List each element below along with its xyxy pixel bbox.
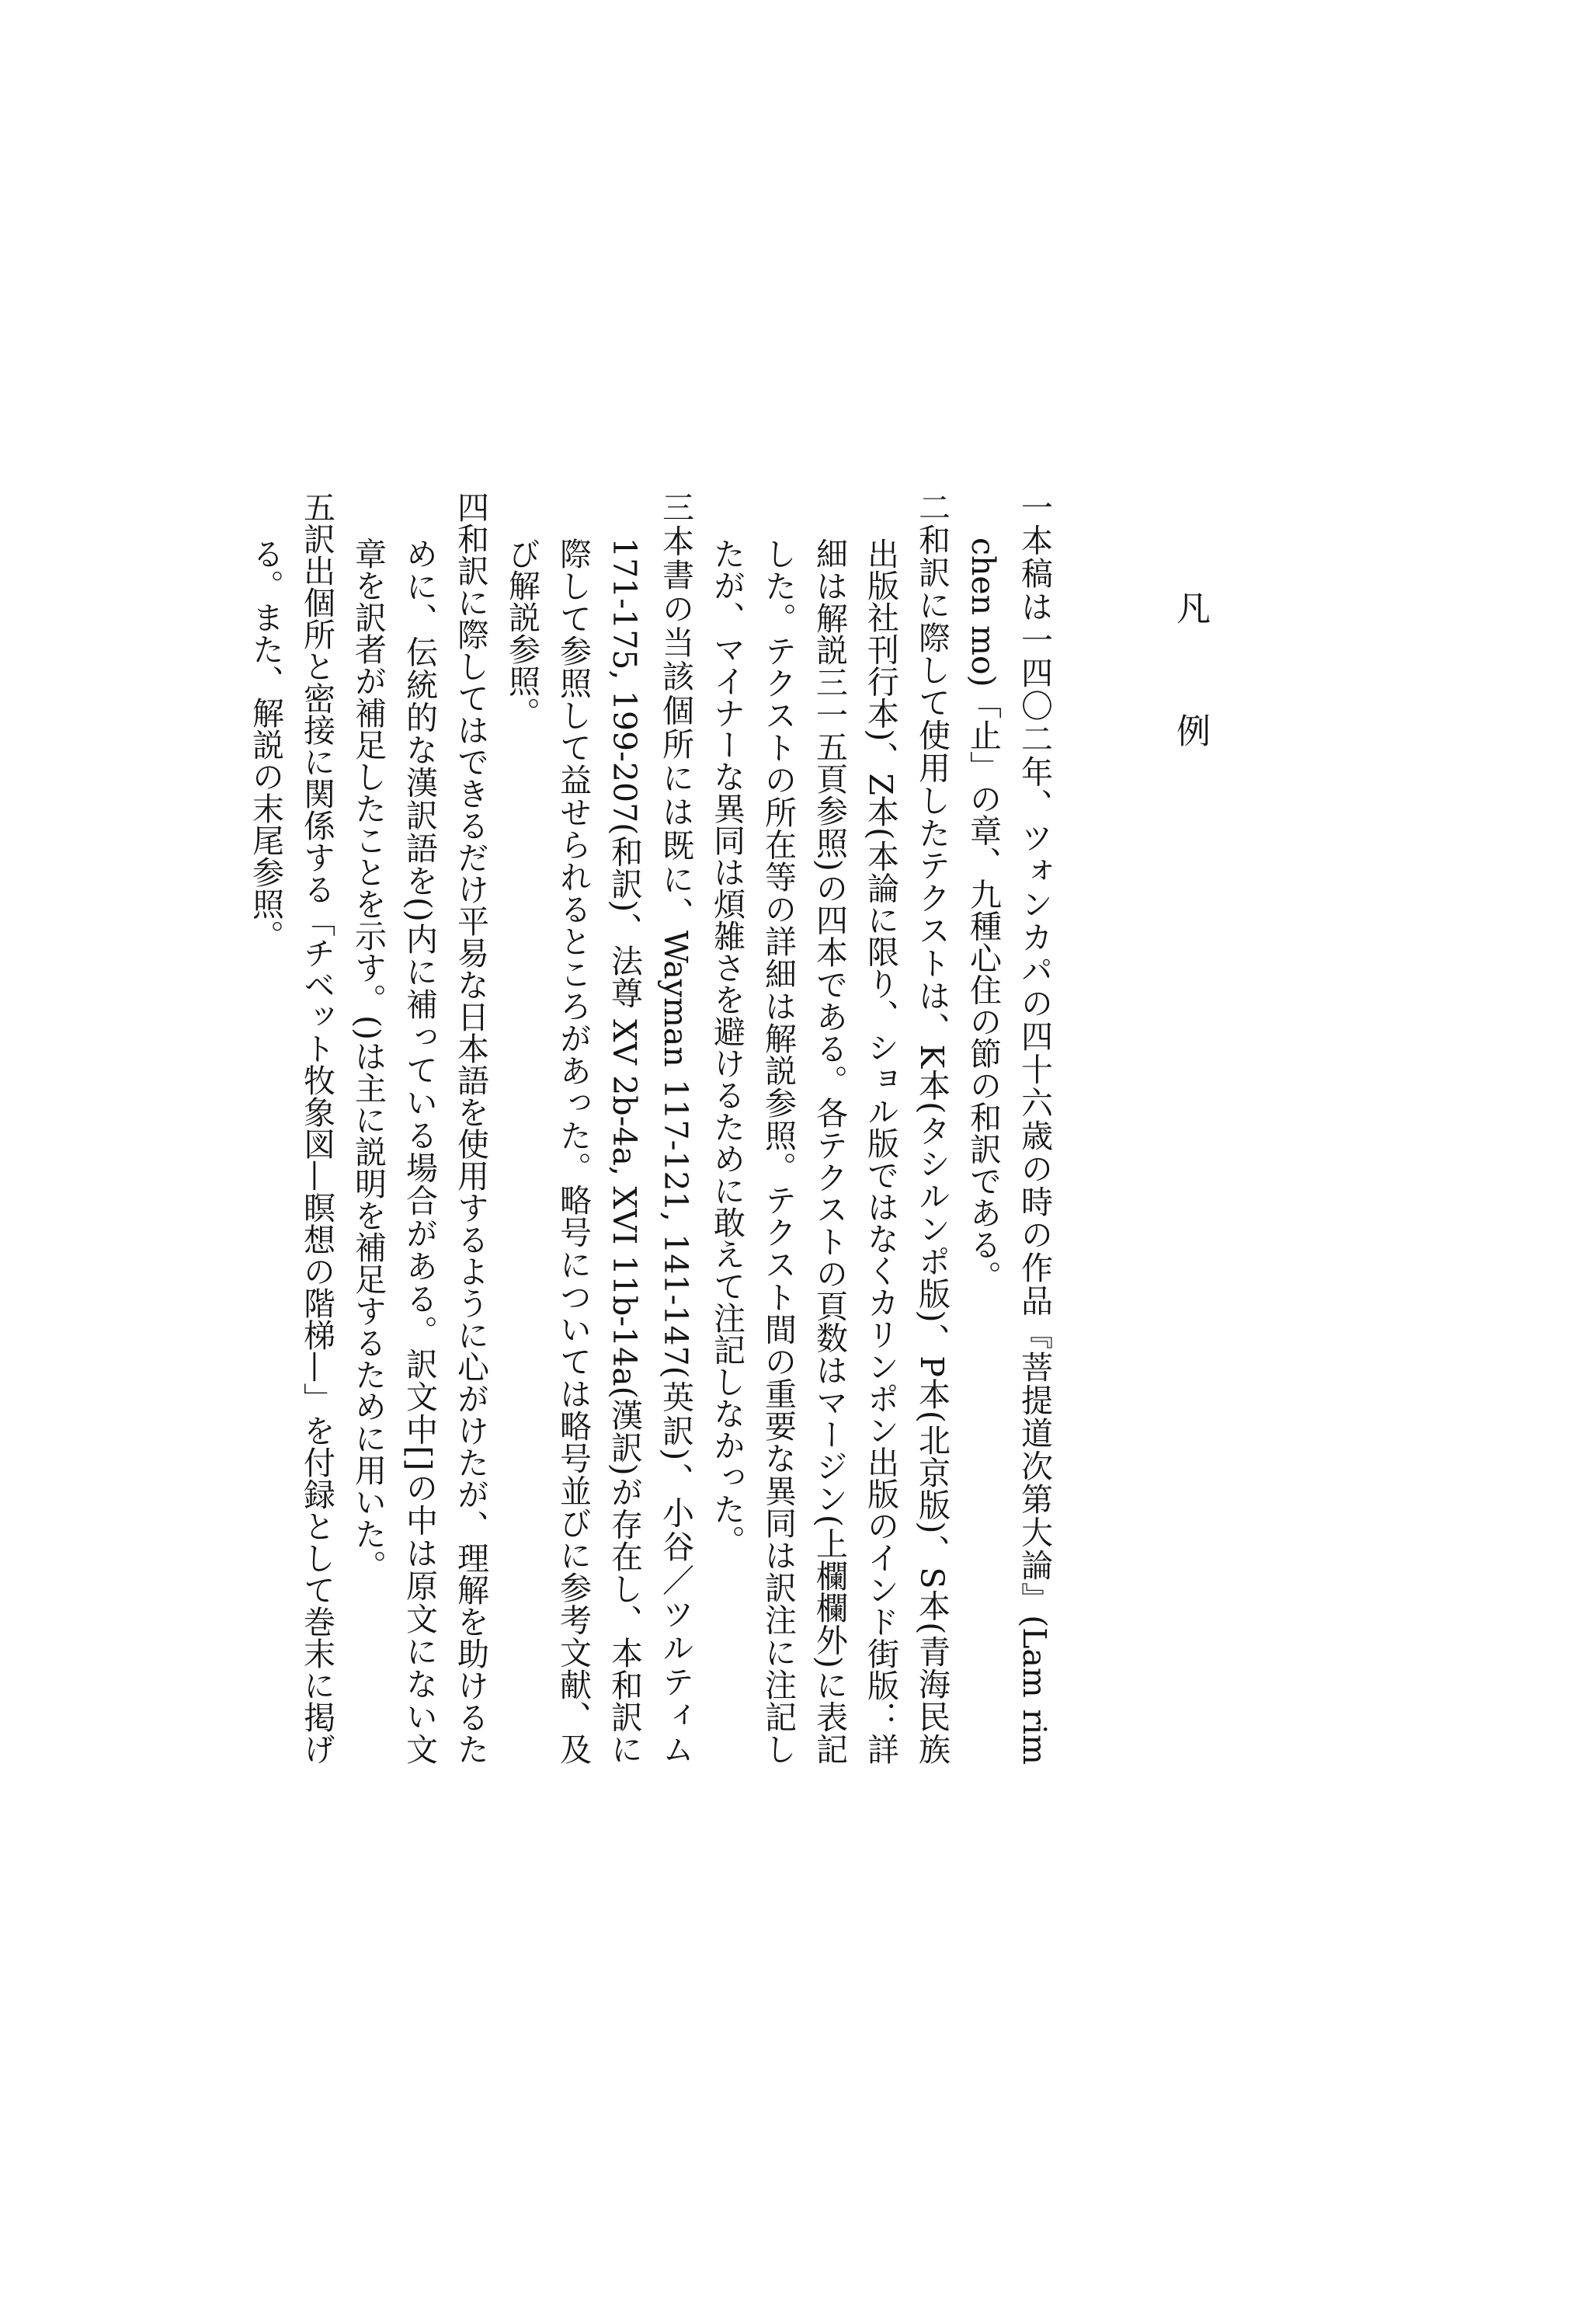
list-item <box>701 491 958 1765</box>
item-text: 本書の当該個所には既に、Wayman 117-121, 141-147(英訳)、小谷／ツルティム 171-175, 199-207(和訳)、法尊 XV 2b-4a, XVI 11b-14a(漢訳)が存在し、本和訳に際して参照して益せられるところがあった。略号については略号並びに参考文献、及び解説参照。 <box>503 523 694 1765</box>
item-text: 本稿は一四〇二年、ツォンカパの四十六歳の時の作品『菩提道次第大論』(Lam rim chen mo)「止」の章、九種心住の節の和訳である。 <box>964 523 1053 1765</box>
item-text: 訳出個所と密接に関係する「チベット牧象図—瞑想の階梯—」を付録として巻末に掲げる。また、解説の末尾参照。 <box>247 523 335 1765</box>
item-number: 四 <box>452 491 489 523</box>
item-text: 和訳に際して使用したテクストは、K本(タシルンポ版)、P本(北京版)、S本(青海民族出版社刊行本)、Z本(本論に限り、ショル版ではなくカリンポン出版のインド街版：詳細は解説三一五頁参照)の四本である。各テクストの頁数はマージン(上欄欄外)に表記した。テクストの所在等の詳細は解説参照。テクスト間の重要な異同は訳注に注記したが、マイナーな異同は煩雑さを避けるために敢えて注記しなかった。 <box>708 523 951 1766</box>
item-text: 和訳に際してはできるだけ平易な日本語を使用するように心がけたが、理解を助けるために、伝統的な漢訳語を()内に補っている場合がある。訳文中[]の中は原文にない文章を訳者が補足したことを示す。()は主に説明を補足するために用いた。 <box>349 523 489 1765</box>
list-item <box>342 491 496 1765</box>
item-number: 三 <box>657 491 694 523</box>
notes-list <box>240 491 1060 1765</box>
item-number: 五 <box>298 491 335 523</box>
item-number: 二 <box>913 491 951 523</box>
list-item <box>958 491 1060 1765</box>
list-item <box>240 491 342 1765</box>
item-number: 一 <box>1016 491 1053 523</box>
list-item <box>496 491 701 1765</box>
page-title: 凡 例 <box>1170 590 1210 786</box>
